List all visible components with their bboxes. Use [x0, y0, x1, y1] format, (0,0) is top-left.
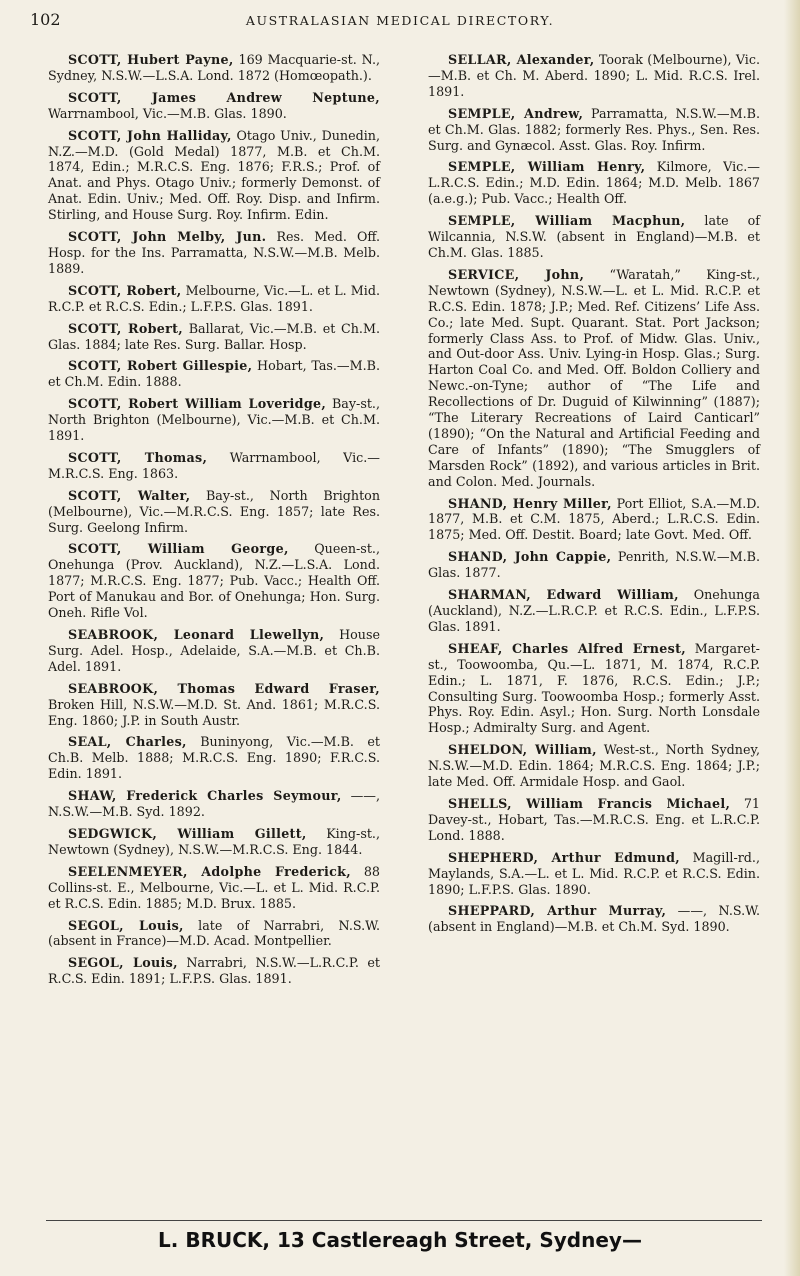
entry-details: Melbourne, Vic.—L. et L. Mid. R.C.P. et R.C.S. Edin.; L.F.P.S. Glas. 1891.: [48, 282, 381, 314]
entry-name: SEGOL, Louis,: [68, 917, 184, 933]
directory-entry: [428, 587, 760, 635]
directory-entry: [428, 213, 760, 261]
entry-details: Res. Med. Off. Hosp. for the Ins. Parramatta, N.S.W.—M.B. Melb. 1889.: [48, 229, 380, 276]
entry-name: SHAND, Henry Miller,: [448, 495, 612, 511]
entry-name: SCOTT, John Melby, Jun.: [68, 229, 267, 245]
entry-details: Hobart, Tas.—M.B. et Ch.M. Edin. 1888.: [48, 358, 380, 390]
entry-name: SEGOL, Louis,: [68, 955, 178, 971]
entry-details: West-st., North Sydney, N.S.W.—M.D. Edin. 1864; M.R.C.S. Eng. 1864; J.P.; late Med. Off. Armidale Hosp. and Gaol.: [428, 742, 761, 790]
directory-entry: [428, 796, 760, 844]
directory-entry: [428, 850, 760, 898]
entry-details: Port Elliot, S.A.—M.D. 1877, M.B. et C.M. 1875, Aberd.; L.R.C.S. Edin. 1875; Med. Off. Destit. Board; late Govt. Med. Off.: [428, 495, 760, 543]
entry-details: ——, N.S.W. (absent in England)—M.B. et Ch.M. Syd. 1890.: [428, 903, 760, 935]
entry-details: Warrnambool, Vic.—M.B. Glas. 1890.: [48, 105, 287, 121]
directory-entry: [48, 955, 380, 987]
footer-advertisement: L. BRUCK, 13 Castlereagh Street, Sydney—: [158, 1228, 642, 1252]
entry-name: SEMPLE, William Macphun,: [448, 213, 686, 229]
entry-name: SELLAR, Alexander,: [448, 52, 595, 67]
entry-name: SCOTT, Thomas,: [68, 449, 208, 465]
directory-entry: [48, 358, 380, 390]
directory-entry: [428, 267, 760, 490]
directory-entry: [48, 627, 380, 675]
directory-entry: [428, 496, 760, 544]
entry-name: SCOTT, William George,: [68, 541, 289, 557]
page-header: [0, 10, 800, 38]
directory-columns: [48, 52, 761, 1212]
entry-name: SCOTT, Robert Gillespie,: [68, 358, 253, 374]
entry-name: SCOTT, James Andrew Neptune,: [68, 89, 380, 105]
entry-details: late of Narrabri, N.S.W. (absent in France)—M.D. Acad. Montpellier.: [48, 917, 380, 949]
entry-name: SEMPLE, Andrew,: [448, 105, 584, 121]
directory-entry: [48, 864, 380, 912]
entry-details: Broken Hill, N.S.W.—M.D. St. And. 1861; M.R.C.S. Eng. 1860; J.P. in South Austr.: [48, 696, 380, 728]
entry-name: SHAW, Frederick Charles Seymour,: [68, 788, 342, 804]
page-number: 102: [30, 10, 61, 29]
directory-entry: [48, 283, 380, 315]
directory-entry: [48, 229, 380, 277]
directory-entry: [428, 549, 760, 581]
entry-details: Buninyong, Vic.—M.B. et Ch.B. Melb. 1888; M.R.C.S. Eng. 1890; F.R.C.S. Edin. 1891.: [48, 734, 380, 782]
entry-name: SCOTT, Robert,: [68, 320, 183, 336]
entry-name: SHELLS, William Francis Michael,: [448, 795, 731, 811]
directory-entry: [48, 681, 380, 729]
entry-details: Magill-rd., Maylands, S.A.—L. et L. Mid. R.C.P. et R.C.S. Edin. 1890; L.F.P.S. Glas. 1890.: [428, 849, 760, 897]
entry-name: SHAND, John Cappie,: [448, 549, 612, 565]
entry-name: SERVICE, John,: [448, 266, 585, 282]
directory-entry: [48, 396, 380, 444]
page-edge-shadow: [784, 0, 800, 1276]
entry-name: SEABROOK, Leonard Llewellyn,: [68, 627, 325, 642]
entry-details: Ballarat, Vic.—M.B. et Ch.M. Glas. 1884; late Res. Surg. Ballar. Hosp.: [48, 320, 380, 352]
left-column: [48, 52, 380, 993]
entry-name: SCOTT, Hubert Payne,: [68, 52, 234, 67]
entry-details: Narrabri, N.S.W.—L.R.C.P. et R.C.S. Edin. 1891; L.F.P.S. Glas. 1891.: [48, 955, 380, 987]
entry-details: Otago Univ., Dunedin, N.Z.—M.D. (Gold Medal) 1877, M.B. et Ch.M. 1874, Edin.; M.R.C.S. Eng. 1876; F.R.S.; Prof. of Anat. and Phys. Otago Univ.; formerly Demonst. of Anat. Edin. Univ.; Med. Off. Roy. Disp. and Infirm. Stirling, and House Surg. Roy. Infirm. Edin.: [48, 127, 380, 223]
entry-details: “Waratah,” King-st., Newtown (Sydney), N.S.W.—L. et L. Mid. R.C.P. et R.C.S. Edin. 1878; J.P.; Med. Ref. Citizens’ Life Ass. Co.; late Med. Supt. Quarant. Stat. Port Jackson; formerly Class Ass. to Prof. of Midw. Glas. Univ., and Out-door Ass. Univ. Lying-in Hosp. Glas.; Surg. Harton Coal Co. and Med. Off. Boldon Colliery and Newc.-on-Tyne; author of “The Life and Recollections of Dr. Duguid of Kilwinning” (1887); “The Literary Recreations of Laird Canticarl” (1890); “On the Natural and Artificial Feeding and Care of Infants” (1890); “The Smugglers of Marsden Rock” (1892), and various articles in Brit. and Colon. Med. Journals.: [428, 266, 760, 489]
directory-entry: [428, 159, 760, 207]
footer-divider: [46, 1220, 762, 1221]
entry-name: SHARMAN, Edward William,: [448, 587, 679, 603]
entry-name: SEDGWICK, William Gillett,: [68, 825, 307, 841]
directory-entry: [428, 742, 760, 790]
entry-details: Kilmore, Vic.—L.R.C.S. Edin.; M.D. Edin. 1864; M.D. Melb. 1867 (a.e.g.); Pub. Vacc.; Health Off.: [428, 159, 760, 207]
entry-details: Bay-st., North Brighton (Melbourne), Vic.—M.R.C.S. Eng. 1857; late Res. Surg. Geelong Infirm.: [48, 487, 380, 535]
entry-details: King-st., Newtown (Sydney), N.S.W.—M.R.C.S. Eng. 1844.: [48, 825, 380, 857]
directory-entry: [48, 918, 380, 950]
entry-name: SCOTT, Robert,: [68, 282, 182, 298]
directory-entry: [48, 734, 380, 782]
entry-name: SHELDON, William,: [448, 742, 597, 758]
entry-name: SCOTT, Walter,: [68, 487, 191, 503]
entry-details: Toorak (Melbourne), Vic.—M.B. et Ch. M. Aberd. 1890; L. Mid. R.C.S. Irel. 1891.: [428, 52, 760, 99]
entry-name: SHEAF, Charles Alfred Ernest,: [448, 640, 686, 656]
entry-details: Queen-st., Onehunga (Prov. Auckland), N.Z.—L.S.A. Lond. 1877; M.R.C.S. Eng. 1877; Pub. Vacc.; Health Off. Port of Manukau and Bor. of Onehunga; Hon. Surg. Oneh. Rifle Vol.: [48, 541, 380, 621]
entry-name: SEAL, Charles,: [68, 734, 187, 750]
directory-entry: [48, 826, 380, 858]
directory-entry: [48, 541, 380, 621]
entry-details: 169 Macquarie-st. N., Sydney, N.S.W.—L.S.A. Lond. 1872 (Homœopath.).: [48, 52, 381, 83]
directory-entry: [48, 52, 380, 84]
entry-details: House Surg. Adel. Hosp., Adelaide, S.A.—M.B. et Ch.B. Adel. 1891.: [48, 627, 380, 674]
entry-name: SCOTT, John Halliday,: [68, 127, 232, 143]
directory-entry: [48, 128, 380, 223]
running-head: AUSTRALASIAN MEDICAL DIRECTORY.: [245, 13, 555, 28]
entry-details: ——, N.S.W.—M.B. Syd. 1892.: [48, 788, 380, 820]
entry-details: 88 Collins-st. E., Melbourne, Vic.—L. et L. Mid. R.C.P. et R.C.S. Edin. 1885; M.D. Brux. 1885.: [48, 863, 380, 911]
entry-details: 71 Davey-st., Hobart, Tas.—M.R.C.S. Eng. et L.R.C.P. Lond. 1888.: [428, 795, 760, 843]
directory-entry: [428, 903, 760, 935]
directory-entry: [428, 641, 760, 736]
entry-details: Parramatta, N.S.W.—M.B. et Ch.M. Glas. 1882; formerly Res. Phys., Sen. Res. Surg. and Gynæcol. Asst. Glas. Roy. Infirm.: [428, 105, 761, 153]
entry-name: SHEPHERD, Arthur Edmund,: [448, 849, 680, 865]
entry-details: Warrnambool, Vic.—M.R.C.S. Eng. 1863.: [48, 449, 380, 481]
entry-name: SCOTT, Robert William Loveridge,: [68, 396, 327, 412]
directory-entry: [428, 52, 760, 100]
entry-details: Margaret-st., Toowoomba, Qu.—L. 1871, M. 1874, R.C.P. Edin.; L. 1871, F. 1876, R.C.S. Edin.; J.P.; Consulting Surg. Toowoomba Hosp.; formerly Asst. Phys. Roy. Edin. Asyl.; Hon. Surg. North Lonsdale Hosp.; Admiralty Surg. and Agent.: [428, 640, 760, 736]
entry-details: Penrith, N.S.W.—M.B. Glas. 1877.: [428, 549, 760, 581]
entry-name: SHEPPARD, Arthur Murray,: [448, 903, 667, 919]
entry-name: SEABROOK, Thomas Edward Fraser,: [68, 680, 380, 696]
entry-name: SEELENMEYER, Adolphe Frederick,: [68, 863, 351, 879]
entry-details: Bay-st., North Brighton (Melbourne), Vic.—M.B. et Ch.M. 1891.: [48, 396, 380, 444]
directory-entry: [48, 788, 380, 820]
directory-entry: [48, 321, 380, 353]
entry-name: SEMPLE, William Henry,: [448, 159, 646, 175]
entry-details: Onehunga (Auckland), N.Z.—L.R.C.P. et R.C.S. Edin., L.F.P.S. Glas. 1891.: [428, 587, 760, 634]
directory-entry: [48, 90, 380, 122]
entry-details: late of Wilcannia, N.S.W. (absent in England)—M.B. et Ch.M. Glas. 1885.: [428, 213, 760, 260]
directory-entry: [48, 450, 380, 482]
directory-entry: [48, 488, 380, 536]
right-column: [428, 52, 760, 941]
directory-entry: [428, 106, 760, 154]
